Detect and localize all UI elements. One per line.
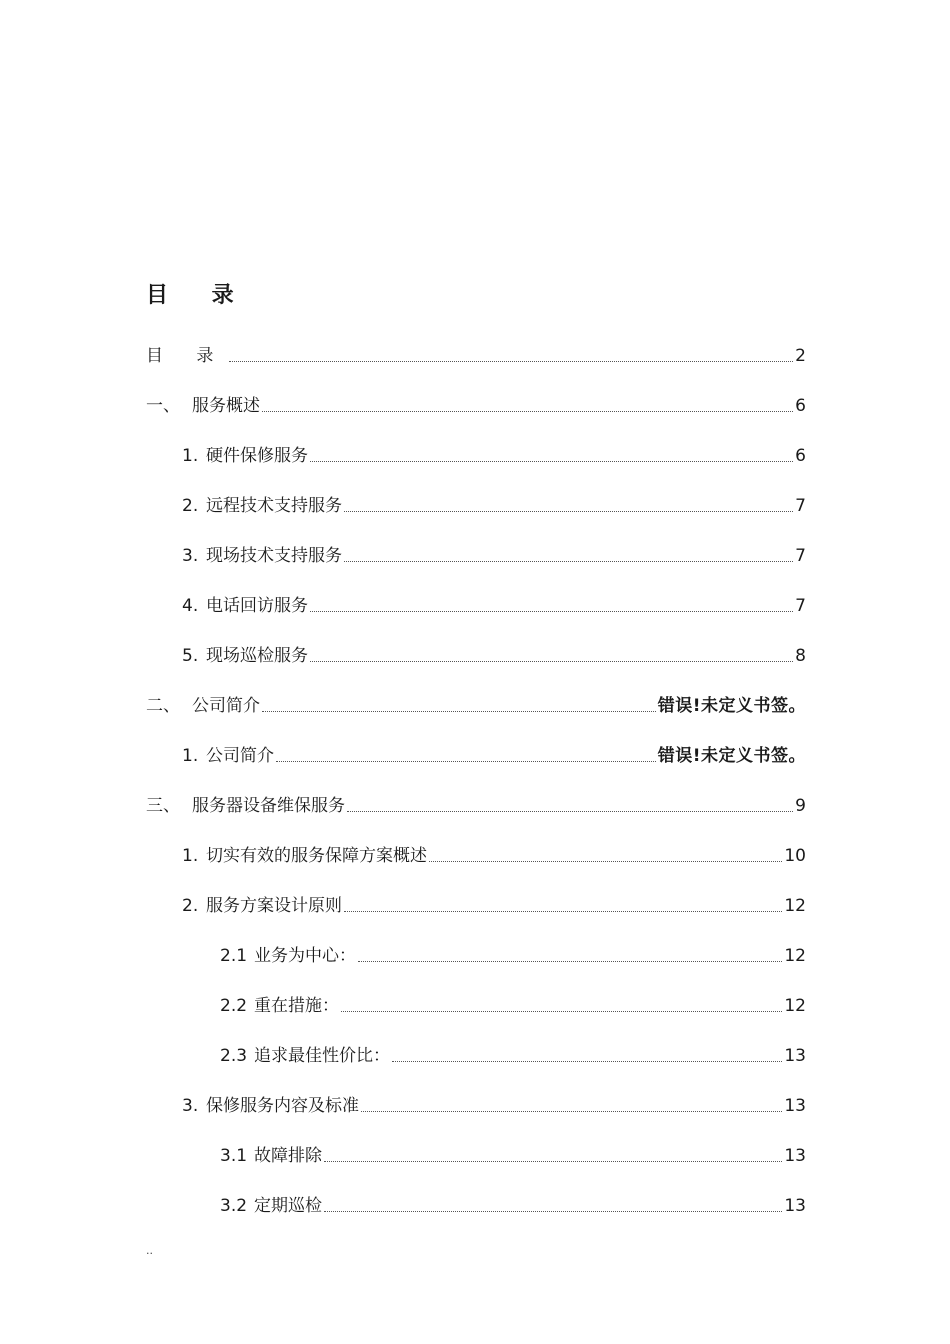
toc-entry-title: 现场巡检服务	[206, 646, 308, 666]
toc-entry-title: 硬件保修服务	[206, 446, 308, 466]
toc-entry-title: 远程技术支持服务	[206, 496, 342, 516]
toc-entry[interactable]	[146, 794, 806, 818]
toc-entry-title: 定期巡检	[254, 1196, 322, 1216]
dot-leader	[262, 711, 656, 712]
dot-leader	[324, 1161, 782, 1162]
toc-entry[interactable]	[146, 394, 806, 418]
toc-entry-number: 2.	[182, 496, 199, 516]
dot-leader	[429, 861, 782, 862]
toc-entry-title: 服务方案设计原则	[206, 896, 342, 916]
toc-entry-title: 服务概述	[192, 396, 260, 416]
toc-entry[interactable]	[220, 994, 806, 1018]
toc-entry-page-error: 错误!未定义书签。	[657, 746, 806, 766]
toc-entry-page: 13	[784, 1146, 806, 1166]
toc-entry[interactable]	[220, 944, 806, 968]
toc-heading: 目 录	[146, 283, 252, 308]
toc-entry[interactable]	[182, 494, 806, 518]
dot-leader	[229, 361, 793, 362]
toc-entry[interactable]	[220, 1144, 806, 1168]
toc-entry-page: 12	[784, 996, 806, 1016]
toc-entry-number: 3.	[182, 546, 199, 566]
toc-entry-title: 公司简介	[206, 746, 274, 766]
toc-entry-title: 保修服务内容及标准	[206, 1096, 359, 1116]
toc-entry-page: 6	[795, 446, 806, 466]
toc-entry-page: 10	[784, 846, 806, 866]
toc-entry-number: 二、	[146, 696, 180, 716]
toc-entry-title: 业务为中心：	[254, 946, 356, 966]
toc-entry-page: 6	[795, 396, 806, 416]
dot-leader	[344, 511, 793, 512]
toc-entry-number: 1.	[182, 846, 199, 866]
toc-entry[interactable]	[182, 1094, 806, 1118]
toc-entry-title: 电话回访服务	[206, 596, 308, 616]
toc-entry-number: 1.	[182, 446, 199, 466]
dot-leader	[361, 1111, 782, 1112]
dot-leader	[347, 811, 793, 812]
toc-entry-number: 3.2	[220, 1196, 248, 1216]
toc-entry-number: 1.	[182, 746, 199, 766]
toc-entry-page: 12	[784, 946, 806, 966]
toc-entry-page: 13	[784, 1196, 806, 1216]
toc-entry-page: 7	[795, 596, 806, 616]
toc-entry-page: 8	[795, 646, 806, 666]
dot-leader	[276, 761, 656, 762]
toc-entry[interactable]	[182, 444, 806, 468]
toc-entry-title: 切实有效的服务保障方案概述	[206, 846, 427, 866]
toc-entry-title: 现场技术支持服务	[206, 546, 342, 566]
toc-entry-page: 12	[784, 896, 806, 916]
toc-entry-number: 三、	[146, 796, 180, 816]
toc-entry-number: 5.	[182, 646, 199, 666]
toc-entry-number: 2.	[182, 896, 199, 916]
dot-leader	[344, 911, 782, 912]
dot-leader	[392, 1061, 782, 1062]
toc-entry-title: 公司简介	[192, 696, 260, 716]
dot-leader	[262, 411, 793, 412]
toc-entry-number: 一、	[146, 396, 180, 416]
toc-entry[interactable]	[182, 594, 806, 618]
toc-entry-page-error: 错误!未定义书签。	[657, 696, 806, 716]
dot-leader	[310, 461, 793, 462]
toc-entry-page: 9	[795, 796, 806, 816]
toc-entry-page: 13	[784, 1096, 806, 1116]
toc-entry-title: 重在措施：	[254, 996, 339, 1016]
toc-entry[interactable]	[220, 1044, 806, 1068]
toc-entry[interactable]	[182, 544, 806, 568]
toc-entry-number: 2.2	[220, 996, 248, 1016]
toc-entry-page: 7	[795, 546, 806, 566]
dot-leader	[310, 611, 793, 612]
toc-entry[interactable]	[146, 344, 806, 368]
toc-entry-number: 4.	[182, 596, 199, 616]
dot-leader	[358, 961, 782, 962]
toc-entry-title: 目 录	[146, 346, 228, 366]
dot-leader	[344, 561, 793, 562]
toc-entry[interactable]	[182, 844, 806, 868]
toc-entry-page: 2	[795, 346, 806, 366]
toc-entry[interactable]	[182, 644, 806, 668]
dot-leader	[310, 661, 793, 662]
toc-entry-title: 服务器设备维保服务	[192, 796, 345, 816]
toc-entry-title: 故障排除	[254, 1146, 322, 1166]
toc-entry-page: 13	[784, 1046, 806, 1066]
dot-leader	[324, 1211, 782, 1212]
toc-entry-number: 3.1	[220, 1146, 248, 1166]
dot-leader	[341, 1011, 782, 1012]
toc-entry[interactable]	[146, 694, 806, 718]
toc-entry[interactable]	[182, 894, 806, 918]
toc-entry-number: 2.3	[220, 1046, 248, 1066]
toc-entry-title: 追求最佳性价比：	[254, 1046, 390, 1066]
toc-entry-number: 3.	[182, 1096, 199, 1116]
footer-marker: ..	[146, 1244, 153, 1257]
toc-entry[interactable]	[182, 744, 806, 768]
toc-entry-number: 2.1	[220, 946, 248, 966]
toc-entry[interactable]	[220, 1194, 806, 1218]
toc-entry-page: 7	[795, 496, 806, 516]
